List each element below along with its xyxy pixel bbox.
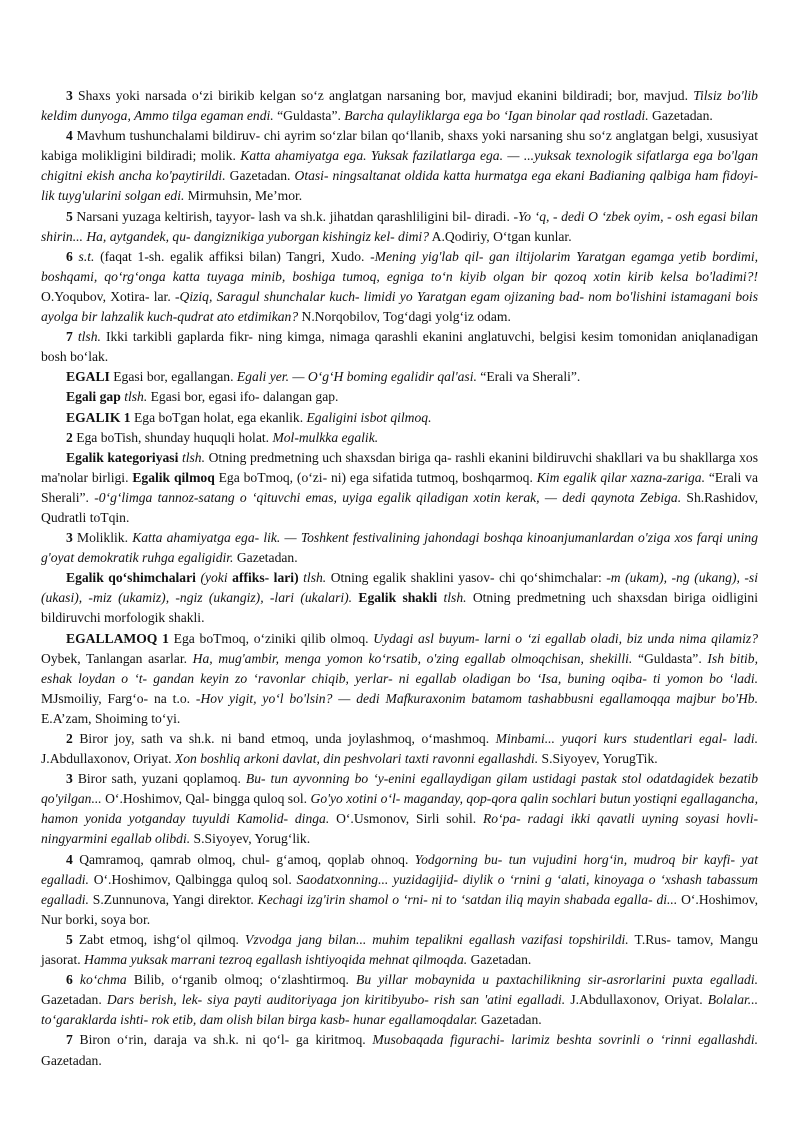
headword: 6 — [66, 972, 73, 988]
definition-text: Egasi bor, egallangan. — [109, 369, 237, 385]
example-text: -m (ukam), -ng (ukang), -si (ukasi), -miz (ukamiz), -ngiz (ukangiz), -lari (ukalari). — [41, 570, 758, 606]
definition-text — [73, 972, 80, 987]
definition-text: T.Rus- tamov, Mangu jasorat. — [41, 931, 758, 968]
definition-text: S.Siyoyev, Yorug‘lik. — [190, 831, 311, 847]
definition-text: (faqat 1-sh. egalik affiksi bilan) Tangri, Xudo. — [94, 248, 371, 264]
definition-text: O‘.Usmonov, Sirli sohil. — [329, 811, 483, 827]
definition-text: Egasi bor, egasi ifo- dalangan gap. — [147, 389, 339, 405]
definition-text: Biror joy, sath va sh.k. ni band etmoq, unda joylashmoq, o‘mashmoq. — [72, 731, 496, 746]
definition-text: Bilib, o‘rganib olmoq; o‘zlashtirmoq. — [126, 972, 357, 988]
definition-text: “Guldasta”. — [632, 650, 708, 666]
headword: Egalik qo‘shimchalari — [66, 570, 196, 586]
example-text: Egaligini isbot qilmoq. — [306, 409, 432, 425]
definition-text: Mavhum tushunchalami bildiruv- chi ayrim so‘zlar bilan qo‘llanib, shaxs yoki narsaning shu so‘z anglatgan belgi, xususiyat kabiga molikligini bildiradi; molik. — [41, 128, 758, 164]
definition-text: Gazetadan. — [41, 992, 107, 1008]
headword: 2 — [66, 731, 73, 746]
definition-text: Sh.Rashidov, Qudratli toTqin. — [41, 489, 759, 525]
definition-text: Biror sath, yuzani qoplamoq. — [72, 771, 246, 787]
example-text: tlsh. — [77, 329, 101, 345]
example-text: -Qiziq, Saragul shunchalar kuch- limidi yo Yaratgan egam ojizaning bad- nom bo'lishini istamagani bois ayolga bir lahzalik kuch-qudrat ato etdimikan? — [41, 288, 758, 325]
definition-text: Ikki tarkibli gaplarda fikr- ning kimga, nimaga qarashli ekanini anglatuvchi, belgisi kesim tomonidan aniqlanadigan bosh bo‘lak. — [41, 329, 758, 365]
headword: EGALI — [66, 369, 110, 385]
headword: EGALIK 1 — [66, 409, 131, 425]
definition-text: Gazetadan. — [477, 1012, 542, 1028]
example-text: Ish bitib, eshak loydan o ‘t- gandan keyin zo ‘ravonlar chiqib, yerlar- ni egallab oladigan bo ‘Isa, buning oqiba- ti yomon bo ‘ladi. — [41, 650, 758, 686]
headword: 2 — [66, 429, 73, 445]
headword: 5 — [66, 931, 73, 947]
definition-text: S.Siyoyev, YorugTik. — [538, 751, 658, 767]
definition-text: Otning predmetning uch shaxsdan biriga qa- rashli ekanini bildiruvchi shakllari va bu shakllarga xos ma'nolar birligi. — [41, 449, 759, 485]
dictionary-paragraph — [41, 629, 758, 729]
example-text: tlsh. — [181, 449, 206, 465]
headword: 7 — [66, 1032, 73, 1048]
definition-text: Gazetadan. — [648, 108, 713, 124]
example-text: tlsh. — [443, 590, 467, 606]
dictionary-paragraph — [41, 528, 758, 568]
example-text: Mol-mulkka egalik. — [272, 429, 379, 445]
headword: Egalik shakli — [358, 590, 438, 606]
example-text: Katta ahamiyatga ega. Yuksak fazilatlarga ega. — ...yuksak texnologik sifatlarga ega bo'lgan chigitni ekish ancha ko'paytirildi. — [41, 148, 758, 184]
example-text: Xon boshliq arkoni davlat, din peshvolari taxti ravonni egallashdi. — [174, 751, 539, 767]
example-text: -Hov yigit, yo‘l bo'lsin? — dedi Mafkuraxonim batamom tashabbusni egallamoqqa majbur bo'Hb. — [195, 690, 759, 706]
headword: Egalik qilmoq — [132, 469, 215, 485]
definition-text: Gazetadan. — [467, 952, 532, 968]
definition-text: Ega boTmoq, o‘ziniki qilib olmoq. — [168, 630, 374, 646]
example-text: Yodgorning bu- tun vujudini horg‘in, mudroq bir kayfi- yat egalladi. — [41, 851, 758, 887]
definition-text: E.A’zam, Shoiming to‘yi. — [41, 710, 181, 726]
example-text: Kechagi izg'irin shamol o ‘rni- ni to ‘satdan iliq mayin shabada egalla- di... — [257, 891, 678, 907]
example-text: Tilsiz bo'lib keldim dunyoga, Ammo tilga egaman endi. — [41, 88, 758, 124]
definition-text: O.Yoqubov, Xotira- lar. — [41, 288, 175, 304]
definition-text: Qamramoq, qamrab olmoq, chul- g‘amoq, qoplab ohnoq. — [72, 851, 415, 867]
dictionary-paragraph — [41, 448, 758, 528]
definition-text: “Erali va Sherali”. — [41, 469, 758, 505]
dictionary-paragraph — [41, 247, 758, 327]
example-text: Go'yo xotini o‘l- maganday, qop-qora qalin sochlari butun yostiqni egallagancha, hamon yonida yotganday tuyuldi Kamolid- dinga. — [41, 791, 759, 827]
definition-text: O‘.Hoshimov, Qal- bingga quloq sol. — [101, 791, 311, 807]
definition-text: J.Abdullaxonov, Oriyat. — [565, 992, 708, 1008]
definition-text: N.Norqobilov, Tog‘dagi yolg‘iz odam. — [298, 309, 511, 325]
dictionary-entries — [41, 86, 758, 1071]
definition-text: O‘.Hoshimov, Nur borki, soya bor. — [41, 891, 758, 927]
example-text: Otasi- ningsaltanat oldida katta hurmatga ega ekani Badianing qalbiga ham fidoyi- lik tuyg'ularini solgan edi. — [41, 168, 758, 204]
definition-text: Narsani yuzaga keltirish, tayyor- lash va sh.k. jihatdan qarashliligini bil- diradi. — [72, 208, 514, 224]
dictionary-paragraph — [41, 930, 758, 970]
dictionary-paragraph — [41, 568, 758, 628]
example-text: tlsh. — [124, 389, 148, 405]
example-text: -0‘g‘limga tannoz-satang o ‘qituvchi emas, uyiga egalik qiladigan xotin kerak, — dedi qaynota Zebiga. — [94, 489, 682, 505]
headword: 4 — [66, 128, 73, 144]
headword: 7 — [66, 329, 73, 345]
dictionary-paragraph — [41, 428, 758, 448]
example-text: Katta ahamiyatga ega- lik. — Toshkent festivalining jahondagi boshqa kinoanjumanlardan o'ziga xos farqi uning g'oyat demokratik ruhga egaligidir. — [41, 530, 758, 566]
definition-text: Gazetadan. — [225, 168, 295, 184]
example-text: Egali yer. — O‘g‘H boming egalidir qal'asi. — [236, 369, 477, 385]
dictionary-paragraph — [41, 850, 758, 930]
dictionary-paragraph — [41, 207, 758, 247]
headword: 5 — [66, 208, 73, 224]
definition-text: Shaxs yoki narsada o‘zi birikib kelgan so‘z anglatgan narsaning bor, mavjud ekanini bildiradi; bor, mavjud. — [72, 88, 694, 103]
example-text: Barcha qulayliklarga ega bo ‘Igan binolar qad rostladi. — [344, 108, 649, 124]
headword: affiks- lari) — [232, 570, 299, 586]
example-text: Bolalar... to‘garaklarda ishti- rok etib, dam olish bilan birga kasb- hunar egallamoqdalar. — [41, 992, 758, 1028]
definition-text: Zabt etmoq, ishg‘ol qilmoq. — [72, 931, 246, 947]
definition-text: “Erali va Sherali”. — [476, 369, 581, 385]
definition-text: MJsmoiliy, Farg‘o- na t.o. — [41, 690, 196, 706]
example-text: Saodatxonning... yuzidagijid- diylik o ‘rnini g ‘alati, kinoyaga o ‘xshash tabassum egalladi. — [41, 871, 758, 907]
headword: 3 — [66, 88, 73, 103]
dictionary-paragraph — [41, 367, 758, 387]
headword: EGALLAMOQ 1 — [66, 630, 169, 646]
example-text: tlsh. — [303, 570, 327, 586]
example-text: s.t. — [78, 248, 95, 264]
example-text: (yoki — [200, 570, 228, 586]
example-text: Hamma yuksak marrani tezroq egallash ishtiyoqida mehnat qilmoqda. — [84, 952, 468, 968]
definition-text: Mirmuhsin, Me’mor. — [184, 188, 303, 204]
headword: 4 — [66, 851, 73, 867]
dictionary-paragraph — [41, 970, 758, 1030]
dictionary-paragraph — [41, 126, 758, 206]
definition-text: Ega boTgan holat, ega ekanlik. — [130, 409, 307, 425]
dictionary-paragraph — [41, 86, 758, 126]
example-text: Ha, mug'ambir, menga yomon ko‘rsatib, o'zing egallab olmoqchisan, shekilli. — [192, 650, 633, 666]
definition-text: Biron o‘rin, daraja va sh.k. ni qo‘l- ga kiritmoq. — [72, 1032, 373, 1048]
definition-text: Otning predmetning uch shaxsdan biriga oidligini bildiruvchi morfologik shakli. — [41, 590, 758, 626]
definition-text: Oybek, Tanlangan asarlar. — [41, 650, 193, 666]
headword: Egali gap — [66, 389, 121, 405]
dictionary-paragraph — [41, 1030, 758, 1070]
example-text: Vzvodga jang bilan... muhim tepalikni egallash vazifasi topshirildi. — [245, 931, 629, 947]
definition-text: A.Qodiriy, O‘tgan kunlar. — [429, 228, 572, 244]
dictionary-paragraph — [41, 327, 758, 367]
example-text: -Yo ‘q, - dedi O ‘zbek oyim, - osh egasi bilan shirin... Ha, aytgandek, qu- dangiznikiga yuborgan kishingiz kel- dimi? — [41, 208, 758, 244]
definition-text: Moliklik. — [72, 530, 133, 546]
example-text: Musobaqada figurachi- larimiz beshta sovrinli o ‘rinni egallashdi. — [372, 1032, 758, 1048]
definition-text: Gazetadan. — [233, 550, 298, 566]
example-text: -Mening yig'lab qil- gan iltijolarim Yaratgan egamga yetib bordimi, boshqami, qo‘rg‘onga katta tuyaga minib, boshiga tumoq, egniga to‘n kiyib olgan bir qozoq xotin kirib kelsa bo'ladimi?! — [41, 248, 759, 284]
example-text: Uydagi asl buyum- larni o ‘zi egallab oladi, biz unda nima qilamiz? — [373, 630, 758, 646]
dictionary-paragraph — [41, 769, 758, 849]
example-text: Minbami... yuqori kurs studentlari egal- ladi. — [495, 731, 758, 746]
example-text: Bu yillar mobaynida u paxtachilikning sir-asrorlarini puxta egalladi. — [356, 972, 759, 988]
definition-text: Otning egalik shaklini yasov- chi qo‘shimchalar: — [326, 570, 607, 586]
definition-text: Gazetadan. — [41, 1052, 102, 1068]
definition-text: “Guldasta”. — [273, 108, 345, 124]
example-text: ko‘chma — [79, 972, 127, 988]
example-text: Ro‘pa- radagi ikki qavatli uyning soyasi hovli- ningyarmini egallab olibdi. — [41, 811, 758, 847]
dictionary-paragraph — [41, 408, 758, 428]
dictionary-paragraph — [41, 387, 758, 407]
headword: 3 — [66, 771, 73, 787]
dictionary-paragraph — [41, 729, 758, 769]
example-text: Bu- tun ayvonning bo ‘y-enini egallaydigan gilam ustidagi pastak stol odatdagidek bezatib qo'yilgan... — [41, 771, 758, 807]
headword: Egalik kategoriyasi — [66, 449, 179, 465]
headword: 3 — [66, 530, 73, 546]
example-text: Dars berish, lek- siya payti auditoriyaga jon kiritibyubo- rish san 'atini egalladi. — [106, 992, 566, 1008]
definition-text: O‘.Hoshimov, Qalbingga quloq sol. — [88, 871, 297, 887]
example-text: Kim egalik qilar xazna-zariga. — [536, 469, 705, 485]
definition-text: Ega boTish, shunday huquqli holat. — [72, 429, 273, 445]
definition-text: J.Abdullaxonov, Oriyat. — [41, 751, 175, 767]
headword: 6 — [66, 248, 73, 264]
definition-text: S.Zunnunova, Yangi direktor. — [88, 891, 258, 907]
definition-text: Ega boTmoq, (o‘zi- ni) ega sifatida tutmoq, boshqarmoq. — [214, 469, 537, 485]
